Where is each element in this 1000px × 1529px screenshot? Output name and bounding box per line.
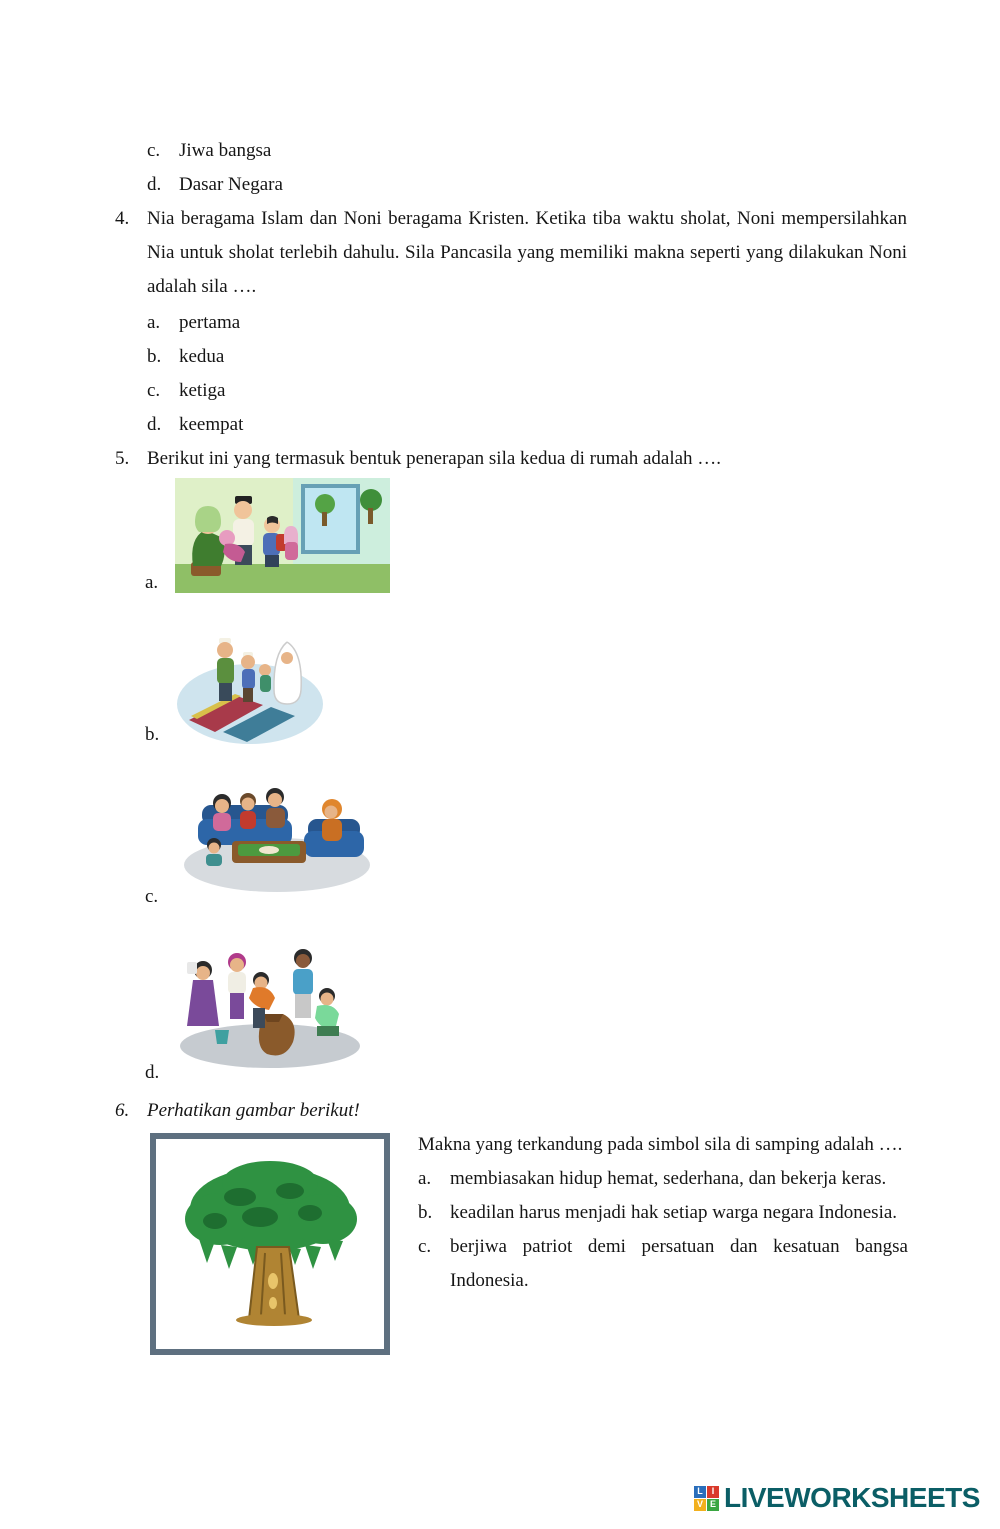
q4-option-c[interactable] bbox=[147, 374, 547, 408]
option-text: keempat bbox=[179, 414, 244, 435]
q6-paragraph: Makna yang terkandung pada simbol sila di samping adalah …. bbox=[418, 1134, 903, 1155]
option-letter: a. bbox=[145, 572, 159, 593]
logo-tile-i: I bbox=[707, 1486, 719, 1498]
option-text: membiasakan hidup hemat, sederhana, dan bekerja keras. bbox=[450, 1168, 887, 1189]
q6-answer-column bbox=[418, 1128, 908, 1298]
q6-symbol-frame bbox=[150, 1133, 390, 1355]
option-letter: b. bbox=[418, 1202, 433, 1223]
option-text: Jiwa bangsa bbox=[179, 140, 272, 161]
option-text: kedua bbox=[179, 346, 225, 367]
option-letter: c. bbox=[418, 1236, 432, 1257]
q5-option-b-letter[interactable] bbox=[145, 718, 177, 752]
question-text: Berikut ini yang termasuk bentuk penerapan sila kedua di rumah adalah …. bbox=[147, 448, 722, 469]
option-letter: b. bbox=[145, 724, 160, 745]
option-letter: a. bbox=[418, 1168, 432, 1189]
option-text: ketiga bbox=[179, 380, 226, 401]
children-kissing-parents-hands-illustration bbox=[175, 478, 390, 593]
option-letter: a. bbox=[147, 312, 161, 333]
q5-option-c-image[interactable] bbox=[180, 775, 375, 907]
q3-option-d[interactable] bbox=[147, 168, 547, 202]
question-number: 6. bbox=[115, 1100, 130, 1121]
liveworksheets-logo[interactable] bbox=[694, 1484, 980, 1512]
option-text: keadilan harus menjadi hak setiap warga negara Indonesia. bbox=[450, 1202, 898, 1223]
q5-option-a-image[interactable] bbox=[175, 478, 390, 605]
question-6 bbox=[115, 1094, 715, 1128]
option-text: pertama bbox=[179, 312, 241, 333]
question-number: 4. bbox=[115, 208, 130, 229]
q4-option-a[interactable] bbox=[147, 306, 547, 340]
option-letter: d. bbox=[147, 414, 162, 435]
option-text: Dasar Negara bbox=[179, 174, 283, 195]
q4-option-d[interactable] bbox=[147, 408, 547, 442]
q5-option-b-image[interactable] bbox=[175, 612, 325, 759]
option-letter: d. bbox=[145, 1062, 160, 1083]
logo-tile-l: L bbox=[694, 1486, 706, 1498]
liveworksheets-wordmark: LIVEWORKSHEETS bbox=[724, 1482, 980, 1513]
option-letter: c. bbox=[147, 140, 161, 161]
logo-tile-v: V bbox=[694, 1499, 706, 1511]
q5-option-c-letter[interactable] bbox=[145, 880, 177, 914]
q6-option-b[interactable] bbox=[418, 1196, 908, 1230]
q5-option-a-letter[interactable] bbox=[145, 566, 177, 600]
option-letter: b. bbox=[147, 346, 162, 367]
option-letter: c. bbox=[147, 380, 161, 401]
q5-option-d-image[interactable] bbox=[175, 918, 370, 1085]
q6-option-c[interactable] bbox=[418, 1230, 908, 1298]
question-5 bbox=[115, 442, 907, 476]
liveworksheets-tiles-icon bbox=[694, 1486, 719, 1511]
people-cleaning-up-trash-illustration bbox=[175, 918, 370, 1073]
banyan-tree-symbol-illustration bbox=[165, 1147, 375, 1342]
logo-tile-e: E bbox=[707, 1499, 719, 1511]
family-gathering-living-room-illustration bbox=[180, 775, 375, 895]
question-prompt: Perhatikan gambar berikut! bbox=[147, 1100, 360, 1121]
family-praying-together-illustration bbox=[175, 612, 325, 747]
question-4 bbox=[115, 202, 907, 304]
q3-option-c[interactable] bbox=[147, 134, 547, 168]
option-letter: c. bbox=[145, 886, 159, 907]
q5-option-d-letter[interactable] bbox=[145, 1056, 177, 1090]
option-text: berjiwa patriot demi persatuan dan kesatuan bangsa Indonesia. bbox=[450, 1236, 908, 1291]
q4-option-b[interactable] bbox=[147, 340, 547, 374]
question-number: 5. bbox=[115, 448, 130, 469]
question-text: Nia beragama Islam dan Noni beragama Kristen. Ketika tiba waktu sholat, Noni mempersilahkan Nia untuk sholat terlebih dahulu. Sila Pancasila yang memiliki makna seperti yang dilakukan Noni adalah sila …. bbox=[147, 208, 907, 297]
q6-option-a[interactable] bbox=[418, 1162, 908, 1196]
option-letter: d. bbox=[147, 174, 162, 195]
